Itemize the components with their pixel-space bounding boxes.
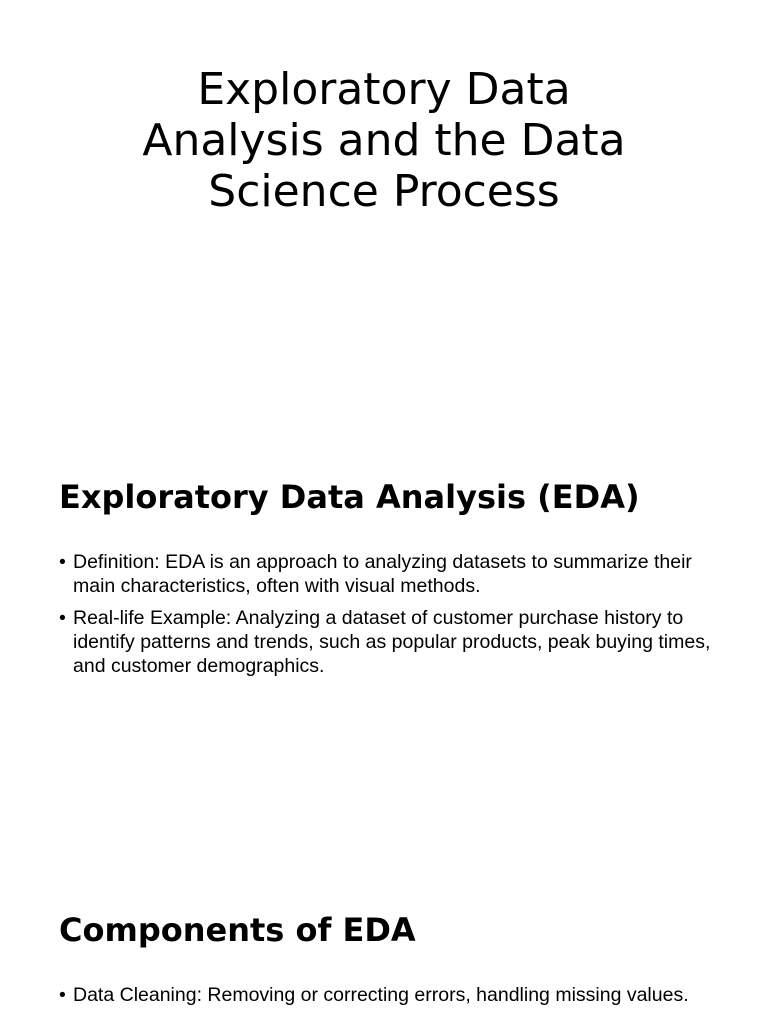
components-slide	[0, 864, 768, 1024]
bullet-icon: •	[59, 984, 66, 1006]
eda-slide	[0, 432, 768, 864]
eda-bullet-list	[59, 550, 719, 686]
components-bullet-list	[59, 983, 719, 1015]
presentation-title: Exploratory Data Analysis and the Data Science Process	[142, 64, 626, 217]
bullet-text: Data Cleaning: Removing or correcting errors, handling missing values.	[73, 984, 689, 1006]
eda-bullet-example	[59, 606, 719, 678]
components-heading: Components of EDA	[59, 911, 416, 949]
bullet-icon: •	[59, 607, 66, 629]
bullet-text: Definition: EDA is an approach to analyzing datasets to summarize their main characteristics, often with visual methods.	[73, 551, 692, 597]
bullet-icon: •	[59, 551, 66, 573]
components-bullet-data-cleaning	[59, 983, 719, 1007]
eda-heading: Exploratory Data Analysis (EDA)	[59, 478, 640, 516]
bullet-text: Real-life Example: Analyzing a dataset of customer purchase history to identify patterns and trends, such as popular products, peak buying times, and customer demographics.	[73, 607, 711, 677]
eda-bullet-definition	[59, 550, 719, 598]
title-slide	[0, 0, 768, 432]
